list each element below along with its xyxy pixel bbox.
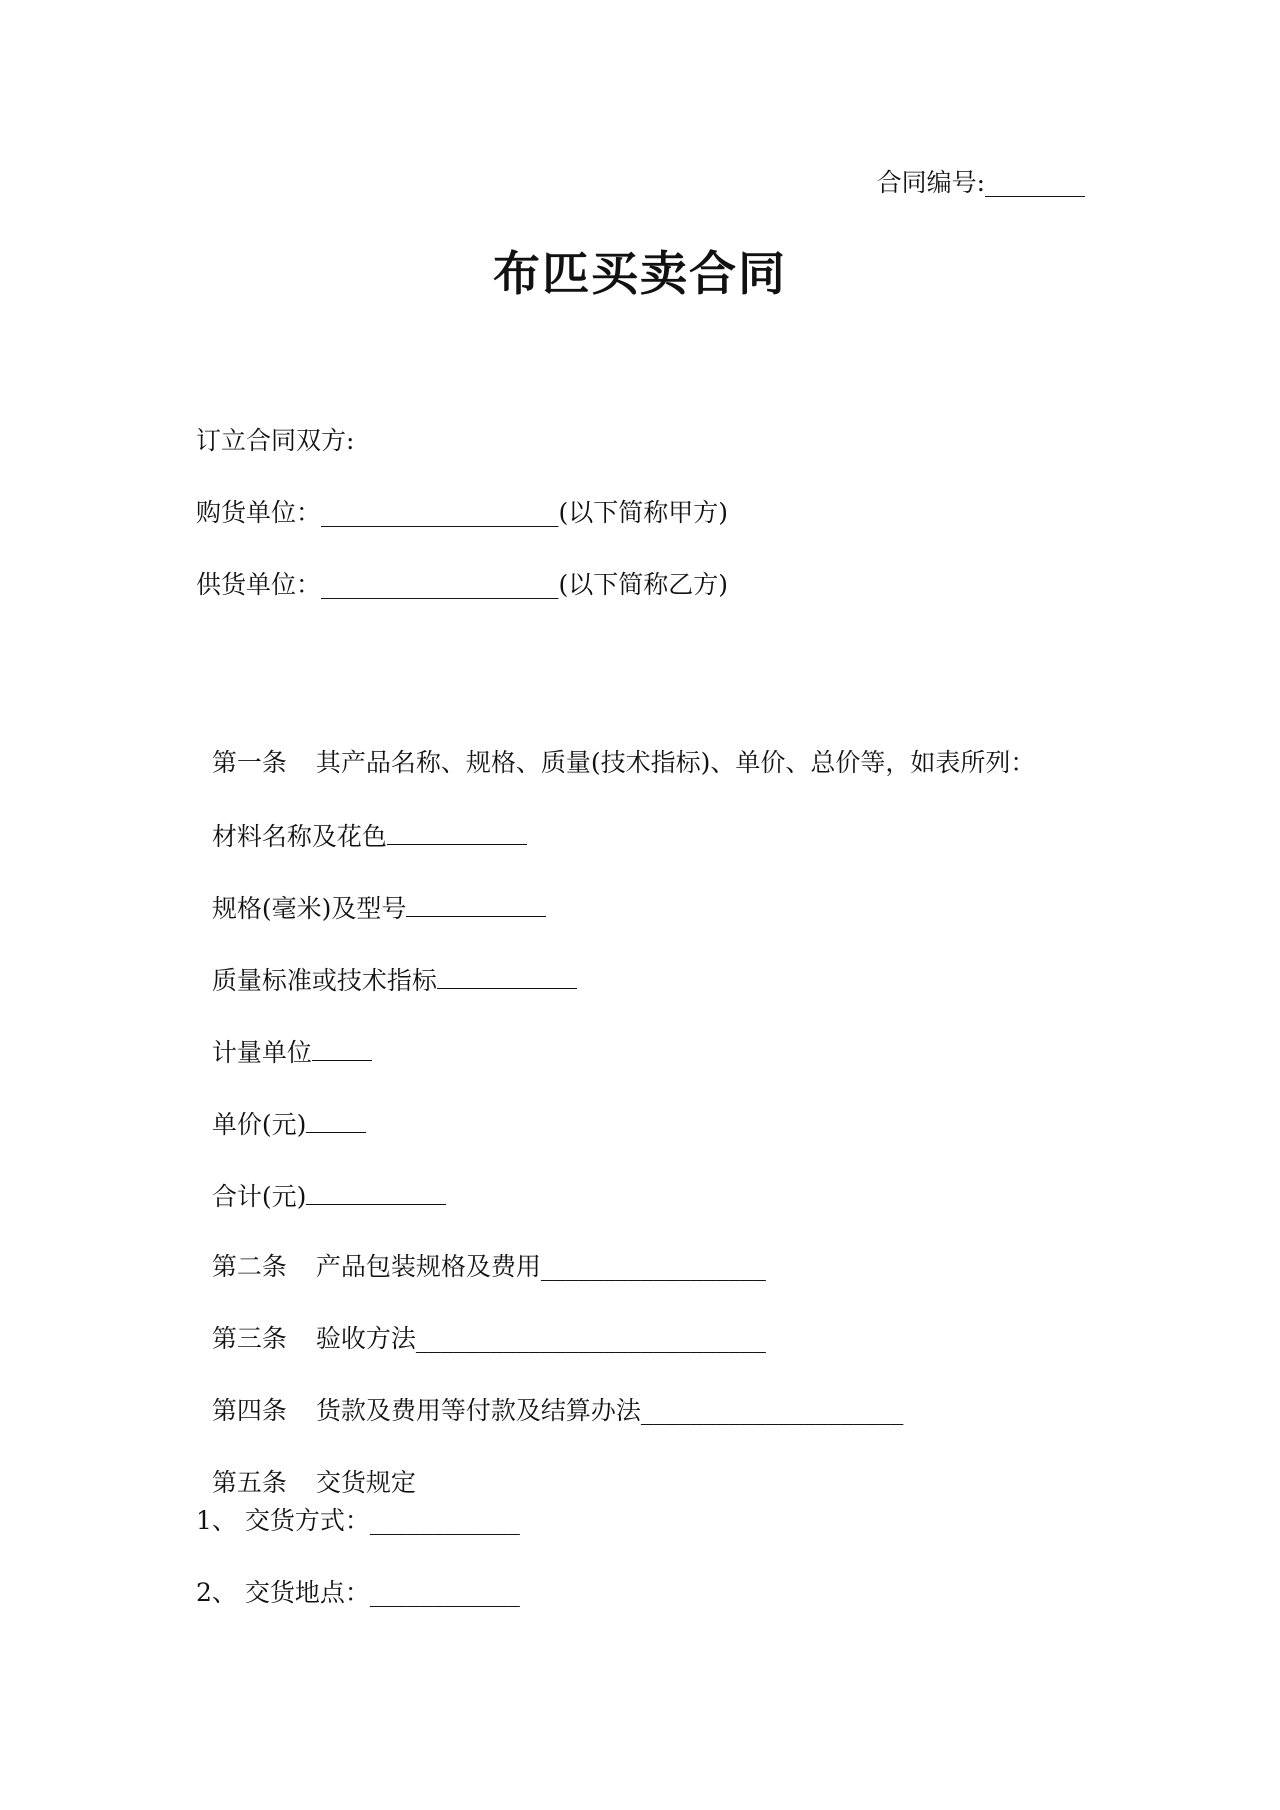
contract-number: 合同编号:________ (876, 168, 1085, 197)
item-quality-label: 质量标准或技术指标 (211, 966, 437, 995)
item-price-blank (306, 1106, 366, 1133)
article-1-text: 其产品名称、规格、质量(技术指标)、单价、总价等，如表所列： (315, 748, 1036, 777)
article-5 (196, 1432, 416, 1500)
article-2-text: 产品包装规格及费用__________________ (315, 1252, 766, 1281)
item-unit-blank (312, 1034, 372, 1061)
item-spec (196, 856, 546, 926)
article-4-head: 第四条 (211, 1396, 287, 1425)
item-material (196, 784, 527, 854)
article-3-head: 第三条 (211, 1324, 287, 1353)
article-2-head: 第二条 (211, 1252, 287, 1281)
page-title: 布匹买卖合同 (493, 247, 787, 302)
item-material-label: 材料名称及花色 (211, 822, 387, 851)
article-1-head: 第一条 (211, 748, 287, 777)
delivery-place: 2、 交货地点：____________ (196, 1578, 520, 1607)
article-5-head: 第五条 (211, 1468, 287, 1497)
article-3 (196, 1288, 766, 1356)
parties-intro: 订立合同双方: (196, 426, 355, 455)
item-material-blank (387, 818, 527, 845)
item-price (196, 1072, 366, 1142)
item-spec-label: 规格(毫米)及型号 (211, 894, 407, 923)
item-price-label: 单价(元) (211, 1110, 307, 1139)
article-4 (196, 1360, 903, 1428)
article-2 (196, 1216, 766, 1284)
item-spec-blank (406, 890, 546, 917)
item-unit (196, 1000, 372, 1070)
article-3-text: 验收方法____________________________ (315, 1324, 766, 1353)
buyer-line: 购货单位：___________________(以下简称甲方) (196, 498, 729, 527)
item-total-blank (306, 1178, 446, 1205)
article-1 (196, 712, 1035, 780)
item-quality (196, 928, 577, 998)
item-unit-label: 计量单位 (211, 1038, 312, 1067)
delivery-method: 1、 交货方式：____________ (196, 1506, 520, 1535)
seller-line: 供货单位：___________________(以下简称乙方) (196, 570, 729, 599)
article-5-text: 交货规定 (315, 1468, 416, 1497)
item-total-label: 合计(元) (211, 1182, 307, 1211)
item-quality-blank (437, 962, 577, 989)
item-total (196, 1144, 446, 1214)
article-4-text: 货款及费用等付款及结算办法_____________________ (315, 1396, 904, 1425)
